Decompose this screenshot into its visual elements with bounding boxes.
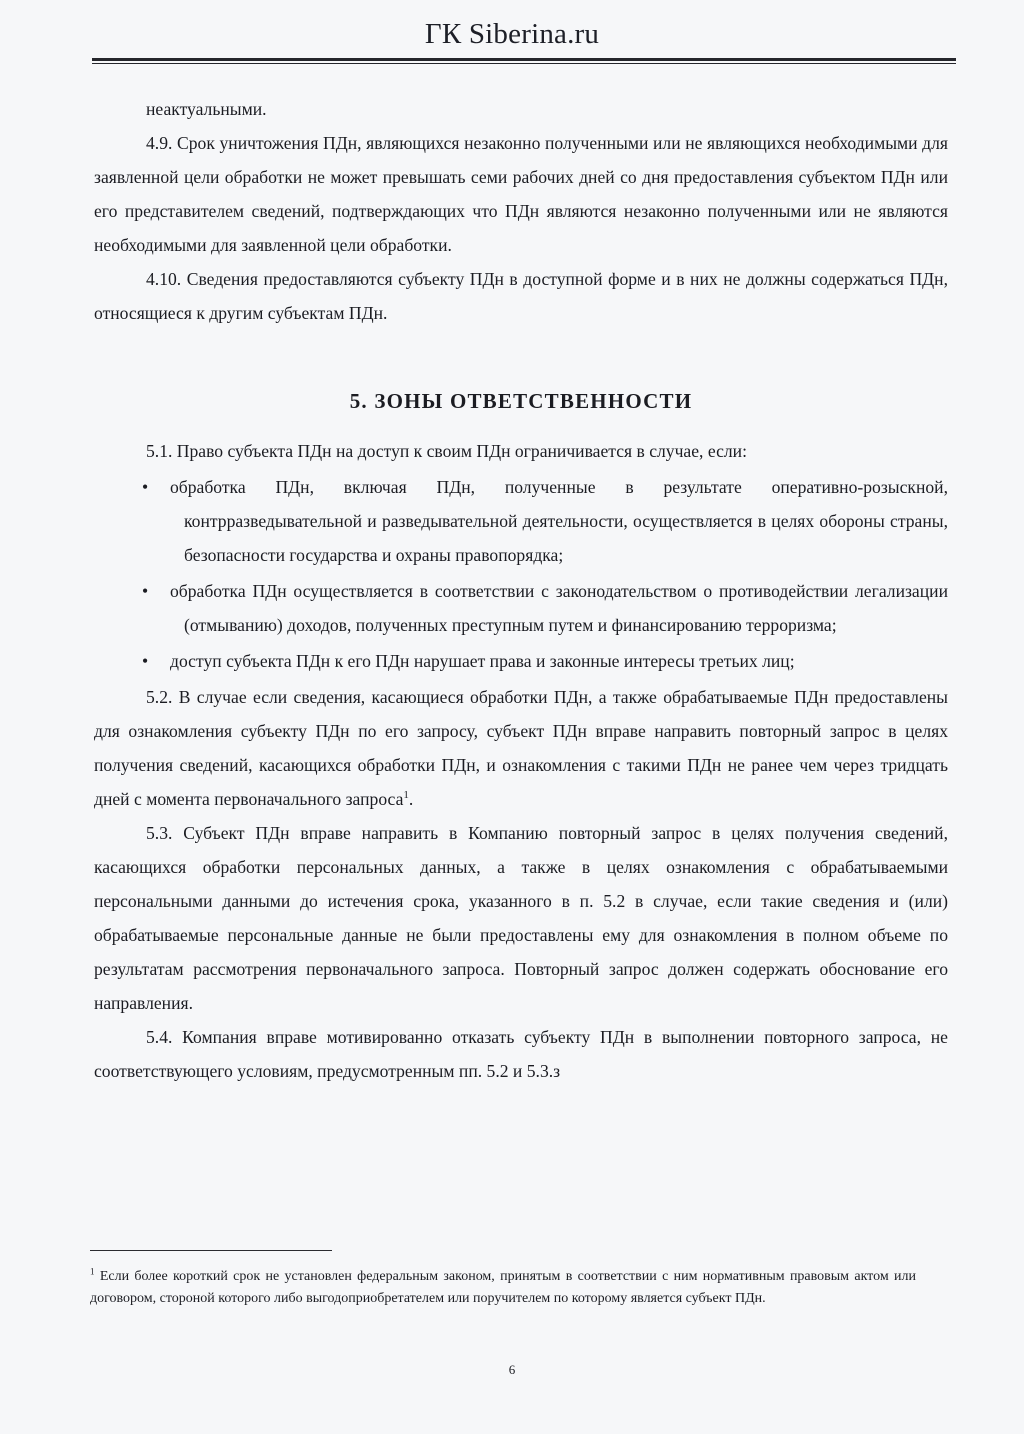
- paragraph-continuation: неактуальными.: [146, 99, 267, 119]
- page-number: 6: [508, 1362, 516, 1377]
- paragraph-4-9: 4.9. Срок уничтожения ПДн, являющихся незаконно полученными или не являющихся необходимыми для заявленной цели обработки не может превышать семи рабочих дней со дня предоставления субъектом ПДн или его представителем сведений, подтверждающих что ПДн являются незаконно полученными или не являются необходимыми для заявленной цели обработки.: [94, 133, 948, 255]
- header-rule: [92, 58, 956, 61]
- paragraph-5-4: 5.4. Компания вправе мотивированно отказать субъекту ПДн в выполнении повторного запроса, не соответствующего условиям, предусмотренным пп. 5.2 и 5.3.з: [94, 1027, 948, 1081]
- footnote-reference[interactable]: 1: [403, 789, 409, 802]
- list-item: [94, 574, 948, 642]
- paragraph-5-3: 5.3. Субъект ПДн вправе направить в Компанию повторный запрос в целях получения сведений, касающихся обработки персональных данных, а также в целях ознакомления с обрабатываемыми персональными данными до истечения срока, указанного в п. 5.2 в случае, если такие сведения и (или) обрабатываемые персональные данные не были предоставлены ему для ознакомления в полном объеме по результатам рассмотрения первоначального запроса. Повторный запрос должен содержать обоснование его направления.: [94, 823, 948, 1013]
- footnote-separator: [90, 1250, 332, 1251]
- list-item-text: обработка ПДн, включая ПДн, полученные в результате оперативно-розыскной, контрразведывательной и разведывательной деятельности, осуществляется в целях обороны страны, безопасности государства и охраны правопорядка;: [170, 477, 948, 565]
- bullet-icon: •: [142, 477, 149, 497]
- document-body: [94, 92, 948, 1088]
- list-item-text: обработка ПДн осуществляется в соответствии с законодательством о противодействии легализации (отмыванию) доходов, полученных преступным путем и финансированию терроризма;: [170, 581, 948, 635]
- list-item: [94, 470, 948, 572]
- paragraph-5-2: [94, 680, 948, 816]
- paragraph-5-2-end: .: [408, 789, 414, 809]
- footnote-mark: 1: [90, 1266, 95, 1277]
- footnote-text: Если более короткий срок не установлен федеральным законом, принятым в соответствии с ним нормативным правовым актом или договором, стороной которого либо выгодоприобретателем или поручителем по которому является субъект ПДн.: [90, 1269, 916, 1306]
- section-title: 5. ЗОНЫ ОТВЕТСТВЕННОСТИ: [349, 389, 693, 413]
- bullet-icon: •: [142, 581, 149, 601]
- bullet-list: [94, 470, 948, 678]
- header-rule-thin: [92, 63, 956, 64]
- footnote: [90, 1266, 916, 1310]
- paragraph-5-1: 5.1. Право субъекта ПДн на доступ к своим ПДн ограничивается в случае, если:: [146, 441, 747, 461]
- paragraph-4-10: 4.10. Сведения предоставляются субъекту ПДн в доступной форме и в них не должны содержаться ПДн, относящиеся к другим субъектам ПДн.: [94, 269, 948, 323]
- list-item: [94, 644, 948, 678]
- paragraph-5-2-text: 5.2. В случае если сведения, касающиеся обработки ПДн, а также обрабатываемые ПДн предоставлены для ознакомления субъекту ПДн по его запросу, субъект ПДн вправе направить повторный запрос в целях получения сведений, касающихся обработки ПДн, и ознакомления с такими ПДн не ранее чем через тридцать дней с момента первоначального запроса: [94, 687, 948, 809]
- bullet-icon: •: [142, 651, 149, 671]
- list-item-text: доступ субъекта ПДн к его ПДн нарушает права и законные интересы третьих лиц;: [170, 651, 795, 671]
- header-title: ГК Siberina.ru: [424, 18, 600, 50]
